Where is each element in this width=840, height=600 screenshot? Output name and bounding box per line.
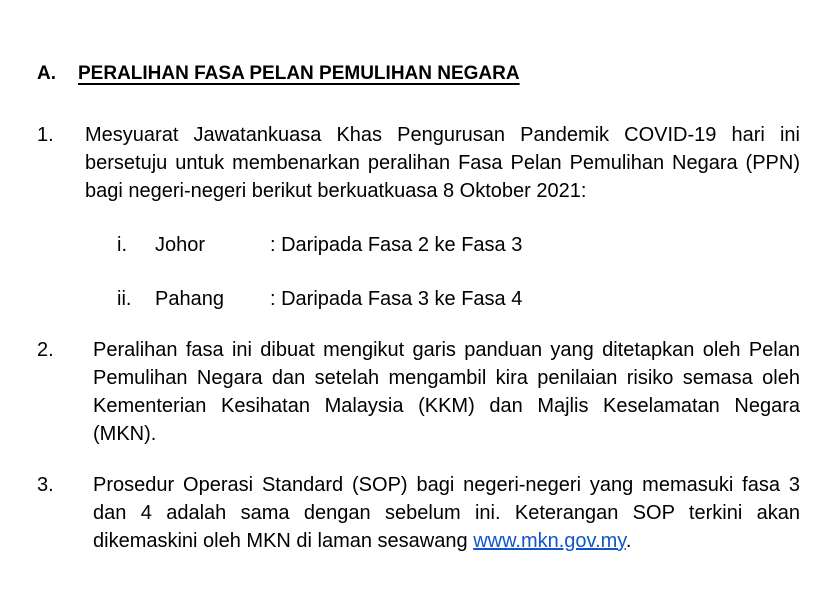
phase-transition-list bbox=[117, 231, 800, 313]
state-name: Johor bbox=[155, 234, 206, 256]
paragraph-number: 2. bbox=[37, 339, 54, 361]
text-line: dikemaskini oleh MKN di laman sesawang www.mkn.gov.my. bbox=[93, 530, 632, 552]
paragraph-body bbox=[93, 471, 800, 555]
paragraph-number: 3. bbox=[37, 474, 54, 496]
text-line: Kementerian Kesihatan Malaysia (KKM) dan Majlis Keselamatan Negara bbox=[93, 395, 800, 417]
paragraph-1 bbox=[37, 121, 800, 205]
text-line: Prosedur Operasi Standard (SOP) bagi negeri-negeri yang memasuki fasa 3 bbox=[93, 474, 800, 496]
text-line: dan 4 adalah sama dengan sebelum ini. Keterangan SOP terkini akan bbox=[93, 502, 800, 524]
section-title: PERALIHAN FASA PELAN PEMULIHAN NEGARA bbox=[78, 63, 520, 84]
paragraph-2 bbox=[37, 336, 800, 448]
paragraph-body bbox=[85, 121, 800, 205]
section-label: A. bbox=[37, 63, 56, 84]
phase-transition-row bbox=[117, 231, 800, 259]
phase-transition-value: : Daripada Fasa 3 ke Fasa 4 bbox=[270, 288, 523, 310]
mkn-website-link[interactable]: www.mkn.gov.my bbox=[473, 530, 626, 552]
list-numeral: ii. bbox=[117, 288, 132, 310]
text-line: bagi negeri-negeri berikut berkuatkuasa 8 Oktober 2021: bbox=[85, 180, 587, 202]
state-name: Pahang bbox=[155, 288, 224, 310]
text-line: (MKN). bbox=[93, 423, 157, 445]
text-line: Mesyuarat Jawatankuasa Khas Pengurusan Pandemik COVID-19 hari ini bbox=[85, 124, 800, 146]
phase-transition-value: : Daripada Fasa 2 ke Fasa 3 bbox=[270, 234, 523, 256]
paragraph-number: 1. bbox=[37, 124, 54, 146]
text-line: Pemulihan Negara dan setelah mengambil kira penilaian risiko semasa oleh bbox=[93, 367, 800, 389]
list-numeral: i. bbox=[117, 234, 127, 256]
section-heading bbox=[37, 60, 800, 88]
text-line: Peralihan fasa ini dibuat mengikut garis panduan yang ditetapkan oleh Pelan bbox=[93, 339, 800, 361]
paragraph-body bbox=[93, 336, 800, 448]
text-line: bersetuju untuk membenarkan peralihan Fasa Pelan Pemulihan Negara (PPN) bbox=[85, 152, 800, 174]
phase-transition-row bbox=[117, 285, 800, 313]
paragraph-3 bbox=[37, 471, 800, 555]
